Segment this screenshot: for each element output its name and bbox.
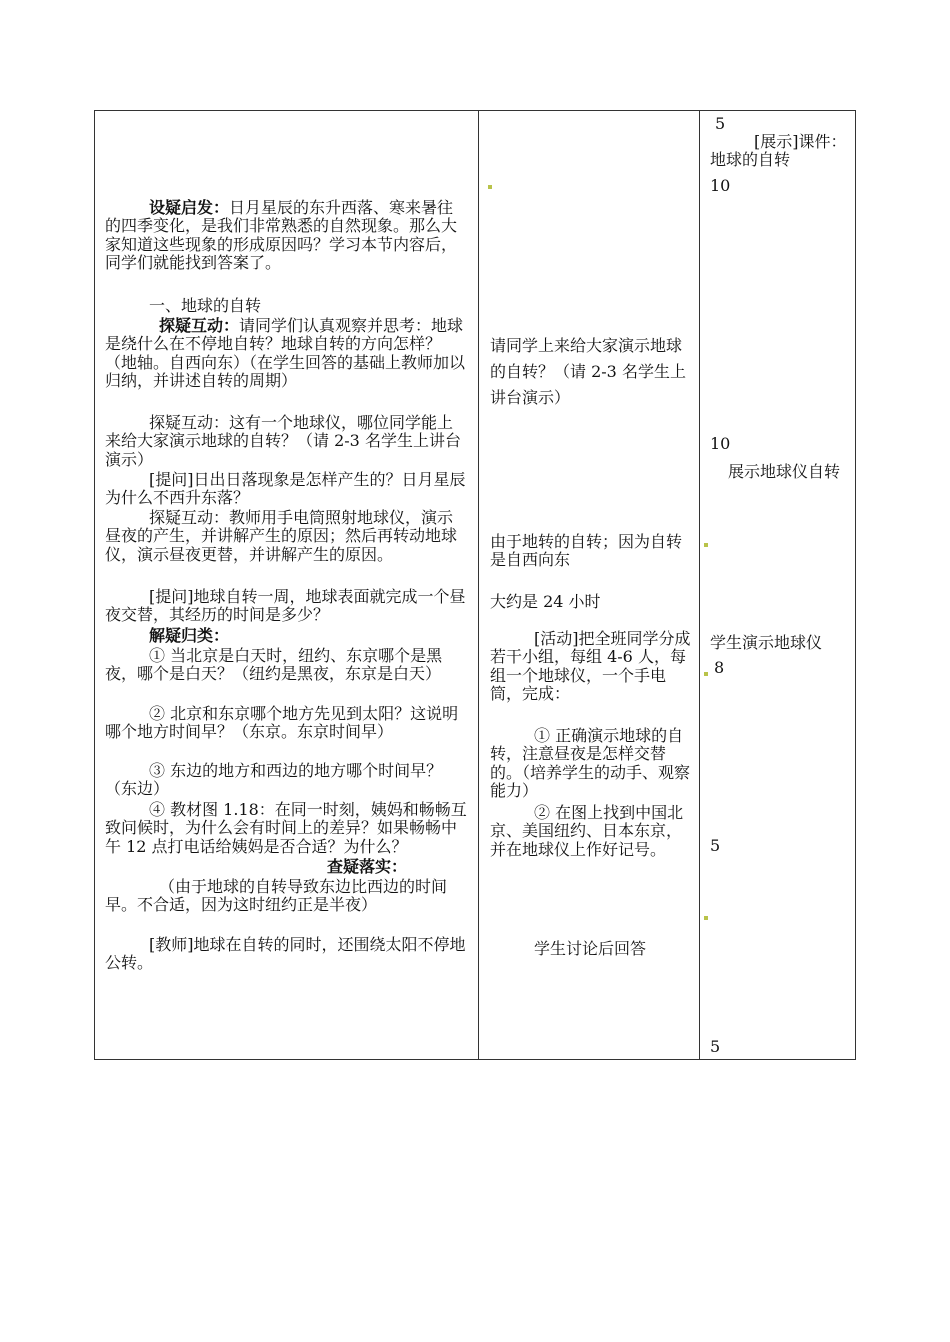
teaching-content-column [95, 111, 479, 1059]
student-activity-column [479, 111, 700, 1059]
activity-task-2: ② 在图上找到中国北京、美国纽约、日本东京，并在地球仪上作好记号。 [490, 803, 684, 859]
solve-item-3: ③ 东边的地方和西边的地方哪个时间早？（东边） [105, 761, 443, 799]
note-globe-display: 展示地球仪自转 [728, 462, 841, 481]
marker-dot [704, 543, 708, 547]
minutes-2: 10 [710, 176, 731, 195]
note-student-demo: 学生演示地球仪 [710, 633, 823, 652]
intro-text: 日月星辰的东升西落、寒来暑往的四季变化，是我们非常熟悉的自然现象。那么大家知道这些现象的形成原因吗？学习本节内容后，同学们就能找到答案了。 [105, 198, 458, 273]
check-label: 查疑落实： [327, 857, 408, 876]
activity-demo: 请同学上来给大家演示地球的自转？（请 2-3 名学生上讲台演示） [490, 336, 686, 407]
question-3: [提问]日出日落现象是怎样产生的？日月星辰为什么不西升东落？ [105, 470, 466, 508]
intro-label: 设疑启发： [149, 198, 230, 217]
lesson-plan-table [94, 110, 856, 1060]
section-title: 一、地球的自转 [149, 296, 262, 315]
intro-paragraph [105, 199, 467, 273]
minutes-5: 5 [710, 836, 721, 855]
solve-item-2: ② 北京和东京哪个地方先见到太阳？这说明哪个地方时间早？（东京。东京时间早） [105, 704, 459, 742]
minutes-1: 5 [715, 114, 726, 133]
question-1-label: 探疑互动： [159, 316, 240, 335]
question-4: 探疑互动：教师用手电筒照射地球仪，演示昼夜的产生，并讲解产生的原因；然后再转动地球仪，演示昼夜更替，并讲解产生的原因。 [105, 508, 458, 564]
activity-answer-period: 大约是 24 小时 [490, 592, 601, 611]
minutes-4: 8 [714, 658, 725, 677]
question-1-text: 请同学们认真观察并思考：地球是绕什么在不停地自转？地球自转的方向怎样？（地轴。自西向东）（在学生回答的基础上教师加以归纳，并讲述自转的周期） [105, 316, 466, 391]
question-1 [105, 317, 467, 391]
note-courseware: [展示]课件：地球的自转 [710, 132, 847, 170]
activity-discussion: 学生讨论后回答 [534, 939, 647, 958]
check-answer: （由于地球的自转导致东边比西边的时间早。不合适，因为这时纽约正是半夜） [105, 877, 448, 915]
solve-label: 解疑归类： [149, 626, 230, 645]
activity-group-task: [活动]把全班同学分成若干小组，每组 4-6 人，每组一个地球仪，一个手电筒，完成： [490, 629, 691, 704]
time-design-column [700, 111, 855, 1059]
question-2: 探疑互动：这有一个地球仪，哪位同学能上来给大家演示地球的自转？（请 2-3 名学生上讲台演示） [105, 413, 461, 469]
solve-item-4: ④ 教材图 1.18：在同一时刻，姨妈和畅畅互致问候时，为什么会有时间上的差异？如果畅畅中午 12 点打电话给姨妈是否合适？为什么？ [105, 800, 467, 856]
minutes-3: 10 [710, 434, 731, 453]
solve-item-1: ① 当北京是白天时，纽约、东京哪个是黑夜，哪个是白天？（纽约是黑夜，东京是白天） [105, 646, 443, 684]
marker-dot [488, 185, 492, 189]
marker-dot [704, 916, 708, 920]
marker-dot [704, 672, 708, 676]
activity-task-1: ① 正确演示地球的自转，注意昼夜是怎样交替的。（培养学生的动手、观察能力） [490, 726, 691, 801]
question-5: [提问]地球自转一周，地球表面就完成一个昼夜交替，其经历的时间是多少？ [105, 587, 466, 625]
activity-answer-rotation: 由于地转的自转；因为自转是自西向东 [490, 532, 683, 570]
teacher-note: [教师]地球在自转的同时，还围绕太阳不停地公转。 [105, 935, 466, 973]
minutes-6: 5 [710, 1037, 721, 1056]
